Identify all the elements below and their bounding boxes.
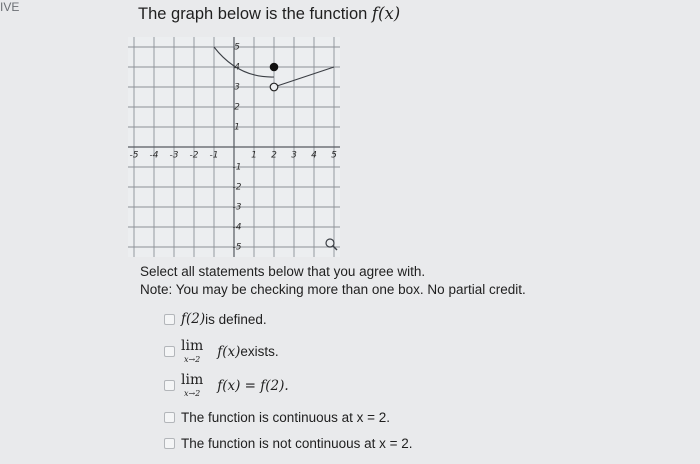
option-label: The function is not continuous at x = 2.: [181, 436, 413, 451]
option-limit-exists[interactable]: [164, 339, 279, 364]
y-tick-label: 4: [234, 62, 240, 73]
checkbox[interactable]: [164, 346, 175, 357]
x-tick-label: 1: [251, 150, 257, 161]
x-tick-label: 3: [291, 150, 297, 161]
filled-point: [270, 63, 279, 72]
prompt-text: The graph below is the function: [138, 5, 368, 23]
x-tick-label: -3: [169, 150, 179, 161]
y-tick-label: -5: [232, 242, 242, 253]
instructions-line-2: Note: You may be checking more than one box. No partial credit.: [140, 282, 526, 297]
x-tick-label: 5: [331, 150, 337, 161]
y-tick-label: -3: [232, 202, 242, 213]
function-graph: [129, 34, 354, 254]
option-f2-defined[interactable]: [164, 311, 267, 327]
y-tick-label: -2: [232, 182, 242, 193]
option-label: The function is continuous at x = 2.: [181, 410, 390, 425]
lim-word: lim: [181, 338, 204, 354]
x-tick-label: -5: [129, 150, 139, 161]
y-tick-label: 1: [234, 122, 240, 133]
x-tick-label: -1: [209, 150, 219, 161]
option-expr: f(x) = f(2).: [217, 377, 289, 394]
function-label: f(x): [371, 4, 401, 23]
y-tick-label: -1: [232, 162, 242, 173]
lim-subscript: x→2: [183, 355, 201, 364]
option-continuous[interactable]: [164, 410, 390, 425]
lim-word: lim: [181, 372, 204, 388]
y-tick-label: 5: [234, 42, 240, 53]
x-tick-label: -4: [149, 150, 159, 161]
checkbox[interactable]: [164, 314, 175, 325]
open-point: [270, 83, 278, 91]
y-tick-label: 2: [234, 102, 240, 113]
option-label: is defined.: [205, 311, 267, 327]
corner-text-fragment: IVE: [0, 0, 20, 14]
y-tick-label: -4: [232, 222, 242, 233]
lim-subscript: x→2: [183, 389, 201, 398]
limit-notation: [181, 373, 203, 398]
y-tick-label: 3: [234, 82, 240, 93]
instructions: [140, 263, 526, 299]
checkbox[interactable]: [164, 380, 175, 391]
option-limit-equals-value[interactable]: [164, 373, 289, 398]
checkbox[interactable]: [164, 438, 175, 449]
x-tick-label: -2: [189, 150, 199, 161]
question-prompt: [138, 4, 400, 24]
x-tick-label: 2: [271, 150, 277, 161]
option-not-continuous[interactable]: [164, 436, 413, 451]
option-expr: f(x): [217, 343, 241, 360]
checkbox[interactable]: [164, 412, 175, 423]
option-func: f(2): [181, 311, 206, 327]
instructions-line-1: Select all statements below that you agree with.: [140, 264, 426, 279]
x-tick-label: 4: [311, 150, 317, 161]
option-label: exists.: [240, 344, 279, 359]
limit-notation: [181, 339, 203, 364]
graph-canvas: [129, 34, 354, 254]
